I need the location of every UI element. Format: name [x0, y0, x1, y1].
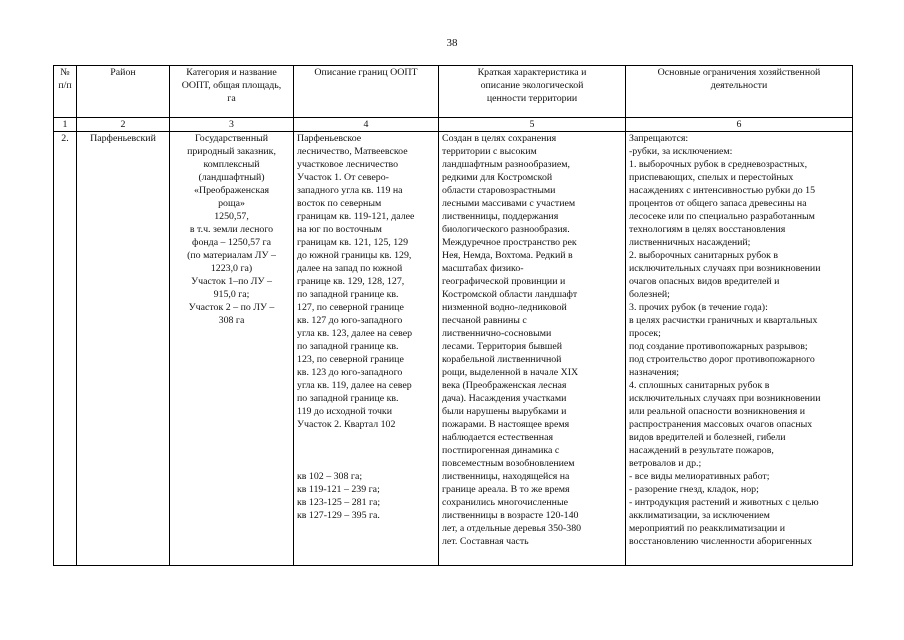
- text-line: Участок 1–по ЛУ –: [191, 276, 272, 287]
- header-row: [54, 66, 853, 118]
- text-line: 127, по северной границе: [297, 302, 404, 313]
- text-line: далее на запад по южной: [297, 263, 403, 274]
- text-line: угла кв. 123, далее на север: [297, 328, 413, 339]
- text-line: Запрещаются:: [629, 133, 689, 144]
- text-line: - все виды мелиоративных работ;: [629, 471, 770, 482]
- text-line: или реальной опасности возникновения и: [629, 406, 806, 417]
- text-line: западного угла кв. 119 на: [297, 185, 403, 196]
- text-line: 4. сплошных санитарных рубок в: [629, 380, 770, 391]
- text-line: технологиям в целях восстановления: [629, 224, 786, 235]
- restrictions-cell: [626, 132, 853, 566]
- text-line: восстановлению численности аборигенных: [629, 536, 813, 547]
- text-line: границе кв. 129, 128, 127,: [297, 276, 405, 287]
- text-line: масштабах физико-: [442, 263, 524, 274]
- table-row: [54, 132, 853, 566]
- text-line: по западной границе кв.: [297, 341, 399, 352]
- text-line: Государственный: [194, 133, 269, 144]
- text-line: приспевающих, спелых и перестойных: [629, 172, 794, 183]
- text-line: низменной водно-ледниковой: [442, 302, 567, 313]
- text-line: под строительство дорог противопожарного: [629, 354, 815, 365]
- text-line: Создан в целях сохранения: [442, 133, 557, 144]
- text-line: участковое лесничество: [297, 159, 399, 170]
- text-line: акклиматизации, за исключением: [629, 510, 770, 521]
- text-line: кв 127-129 – 395 га.: [297, 510, 380, 521]
- column-number: 4: [294, 118, 439, 132]
- text-line: рощи, выделенной в начале XIX: [442, 367, 579, 378]
- text-line: комплексный: [203, 159, 260, 170]
- text-line: №: [60, 67, 70, 78]
- text-line: деятельности: [710, 80, 768, 91]
- text-line: болезней;: [629, 289, 670, 300]
- text-line: лесосеке или по специально разработанным: [629, 211, 815, 222]
- header-cell-characteristics: [439, 66, 626, 118]
- text-line: роща»: [218, 198, 245, 209]
- text-line: 915,0 га;: [213, 289, 250, 300]
- text-line: по западной границе кв.: [297, 289, 399, 300]
- text-line: лиственницы, поддержания: [442, 211, 559, 222]
- text-line: географической провинции и: [442, 276, 566, 287]
- text-line: лиственницы в возрасте 120-140: [442, 510, 579, 521]
- text-line: описание экологической: [480, 80, 584, 91]
- text-line: кв. 127 до юго-западного: [297, 315, 403, 326]
- text-line: кв 102 – 308 га;: [297, 471, 363, 482]
- text-line: лет. Составная часть: [442, 536, 529, 547]
- text-line: 1223,0 га): [210, 263, 253, 274]
- category-cell: [170, 132, 294, 566]
- text-line: Район: [110, 67, 136, 78]
- characteristics-cell: [439, 132, 626, 566]
- text-line: лесами. Территория бывшей: [442, 341, 563, 352]
- text-line: Междуречное пространство рек: [442, 237, 577, 248]
- district-cell: Парфеньевский: [77, 132, 170, 566]
- text-line: 2. выборочных санитарных рубок в: [629, 250, 779, 261]
- text-line: лесными массивами с участием: [442, 198, 576, 209]
- text-line: 119 до исходной точки: [297, 406, 393, 417]
- text-line: Участок 1. От северо-: [297, 172, 389, 183]
- text-line: границам кв. 121, 125, 129: [297, 237, 409, 248]
- text-line: границам кв. 119-121, далее: [297, 211, 415, 222]
- column-number: 5: [439, 118, 626, 132]
- text-line: Краткая характеристика и: [477, 67, 587, 78]
- text-line: 3. прочих рубок (в течение года):: [629, 302, 768, 313]
- text-line: корабельной лиственничной: [442, 354, 562, 365]
- header-cell-restrictions: [626, 66, 853, 118]
- boundaries-text: [297, 132, 435, 431]
- text-line: были нарушены вырубками и: [442, 406, 567, 417]
- text-line: по западной границе кв.: [297, 393, 399, 404]
- protected-areas-table: [53, 65, 853, 566]
- column-number: 6: [626, 118, 853, 132]
- text-line: повсеместным возобновлением: [442, 458, 575, 469]
- text-line: в целях расчистки граничных и квартальных: [629, 315, 818, 326]
- text-line: территории с высоким: [442, 146, 537, 157]
- text-line: наблюдается естественная: [442, 432, 554, 443]
- text-line: лиственницы, находящейся на: [442, 471, 570, 482]
- text-line: лиственничных насаждений;: [629, 237, 751, 248]
- text-line: биологического разнообразия.: [442, 224, 570, 235]
- text-line: угла кв. 119, далее на север: [297, 380, 412, 391]
- boundaries-areas: [297, 470, 435, 522]
- text-line: процентов от общего запаса древесины на: [629, 198, 807, 209]
- text-line: га: [227, 93, 236, 104]
- text-line: насаждений в результате пожаров,: [629, 445, 774, 456]
- header-cell-district: [77, 66, 170, 118]
- text-line: (по материалам ЛУ –: [187, 250, 276, 261]
- text-line: распространения массовых очагов опасных: [629, 419, 813, 430]
- text-line: п/п: [58, 80, 72, 91]
- boundaries-cell: [294, 132, 439, 566]
- text-line: насаждениях с интенсивностью рубки до 15: [629, 185, 816, 196]
- text-line: дача). Насаждения участками: [442, 393, 567, 404]
- header-cell-boundaries: [294, 66, 439, 118]
- column-number: 1: [54, 118, 77, 132]
- column-number: 2: [77, 118, 170, 132]
- text-line: Парфеньевское: [297, 133, 362, 144]
- text-line: 1250,57,: [214, 211, 249, 222]
- spacer: [297, 431, 435, 470]
- text-line: исключительных случаях при возникновении: [629, 393, 821, 404]
- text-line: Описание границ ООПТ: [314, 67, 418, 78]
- column-number: 3: [170, 118, 294, 132]
- text-line: ветровалов и др.;: [629, 458, 702, 469]
- text-line: просек;: [629, 328, 661, 339]
- header-cell-num: [54, 66, 77, 118]
- text-line: Основные ограничения хозяйственной: [657, 67, 821, 78]
- column-number-row: [54, 118, 853, 132]
- text-line: кв 123-125 – 281 га;: [297, 497, 381, 508]
- text-line: Категория и название: [186, 67, 277, 78]
- text-line: лесничество, Матвеевское: [297, 146, 408, 157]
- text-line: постпирогенная динамика с: [442, 445, 560, 456]
- text-line: восток по северным: [297, 198, 382, 209]
- text-line: кв 119-121 – 239 га;: [297, 484, 380, 495]
- text-line: века (Преображенская лесная: [442, 380, 567, 391]
- text-line: -рубки, за исключением:: [629, 146, 733, 157]
- text-line: на юг по восточным: [297, 224, 382, 235]
- text-line: Костромской области ландшафт: [442, 289, 578, 300]
- header-cell-category: [170, 66, 294, 118]
- text-line: 123, по северной границе: [297, 354, 404, 365]
- text-line: видов вредителей и болезней, гибели: [629, 432, 786, 443]
- text-line: ландшафтным разнообразием,: [442, 159, 570, 170]
- text-line: под создание противопожарных разрывов;: [629, 341, 808, 352]
- text-line: лет, а отдельные деревья 350-380: [442, 523, 582, 534]
- text-line: Участок 2. Квартал 102: [297, 419, 396, 430]
- text-line: назначения;: [629, 367, 680, 378]
- text-line: кв. 123 до юго-западного: [297, 367, 403, 378]
- text-line: (ландшафтный): [198, 172, 265, 183]
- text-line: лиственнично-сосновыми: [442, 328, 552, 339]
- text-line: сохранились многочисленные: [442, 497, 568, 508]
- text-line: «Преображенская: [194, 185, 269, 196]
- text-line: 308 га: [218, 315, 245, 326]
- text-line: - разорение гнезд, кладок, нор;: [629, 484, 759, 495]
- text-line: пожарами. В настоящее время: [442, 419, 570, 430]
- text-line: редкими для Костромской: [442, 172, 553, 183]
- text-line: песчаной равнины с: [442, 315, 527, 326]
- text-line: исключительных случаях при возникновении: [629, 263, 821, 274]
- text-line: Нея, Немда, Вохтома. Редкий в: [442, 250, 573, 261]
- text-line: области старовозрастными: [442, 185, 556, 196]
- text-line: Участок 2 – по ЛУ –: [188, 302, 275, 313]
- row-number: 2.: [54, 132, 77, 566]
- text-line: мероприятий по реакклиматизации и: [629, 523, 786, 534]
- page-number: 38: [446, 37, 458, 49]
- text-line: до южной границы кв. 129,: [297, 250, 412, 261]
- text-line: ценности территории: [486, 93, 578, 104]
- text-line: ООПТ, общая площадь,: [181, 80, 282, 91]
- text-line: природный заказник,: [187, 146, 276, 157]
- text-line: 1. выборочных рубок в средневозрастных,: [629, 159, 808, 170]
- text-line: фонда – 1250,57 га: [192, 237, 271, 248]
- text-line: в т.ч. земли лесного: [189, 224, 274, 235]
- text-line: границе ареала. В то же время: [442, 484, 570, 495]
- text-line: очагов опасных видов вредителей и: [629, 276, 780, 287]
- text-line: - интродукция растений и животных с целью: [629, 497, 819, 508]
